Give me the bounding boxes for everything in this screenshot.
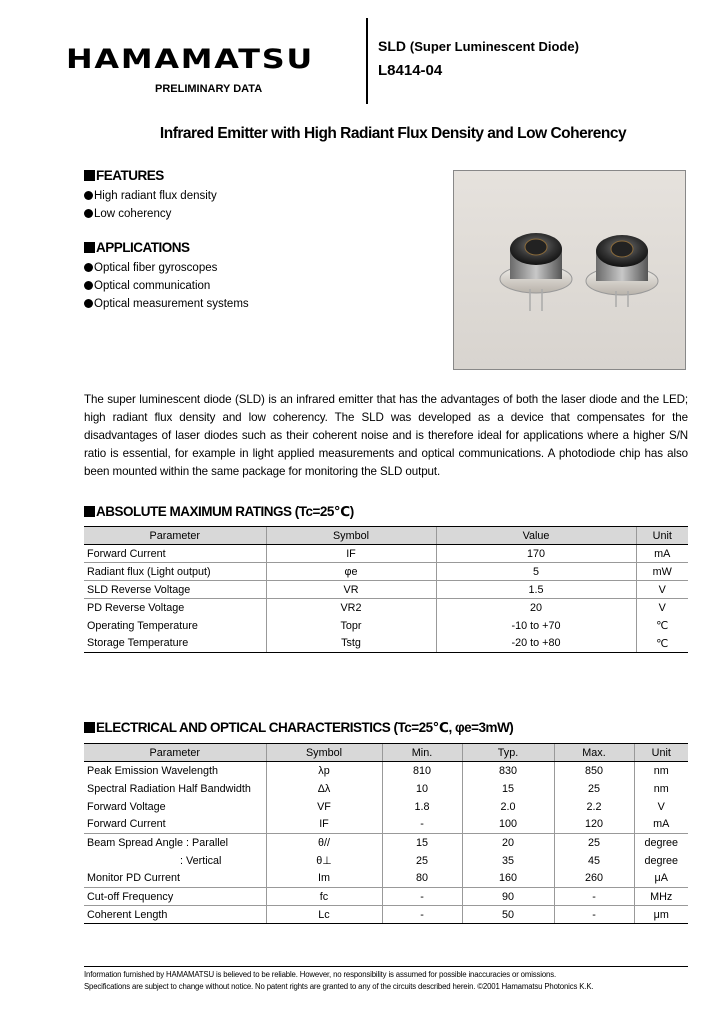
table-cell: μm xyxy=(634,906,688,924)
table-row xyxy=(84,545,688,563)
table-cell: 100 xyxy=(462,816,554,834)
table-cell: 810 xyxy=(382,762,462,780)
col-header: Typ. xyxy=(462,744,554,762)
description-paragraph: The super luminescent diode (SLD) is an infrared emitter that has the advantages of both the laser diode and the LED; high radiant flux density and low coherency. The SLD was developed as a device that compensates for the disadvantages of laser diodes such as their coherent noise and is therefore ideal for applications where a higher S/N ratio is essential, for example in light applied measurements and optical communications. A photodiode chip has also been mounted within the same package for monitoring the SLD output. xyxy=(84,393,688,478)
table-cell: Forward Voltage xyxy=(87,800,166,813)
table-cell: Operating Temperature xyxy=(87,619,198,632)
footer-divider xyxy=(84,966,688,967)
table-cell: - xyxy=(382,906,462,924)
table-cell: 45 xyxy=(554,852,634,870)
features-heading: FEATURES xyxy=(84,168,164,183)
table-header-row xyxy=(84,527,688,545)
table-cell: 830 xyxy=(462,762,554,780)
product-photo xyxy=(453,170,686,370)
abs-max-heading: ABSOLUTE MAXIMUM RATINGS (Tc=25℃) xyxy=(84,504,354,520)
table-cell: 850 xyxy=(554,762,634,780)
table-row xyxy=(84,852,688,870)
table-cell: 25 xyxy=(554,834,634,852)
table-row xyxy=(84,599,688,617)
square-bullet-icon xyxy=(84,506,95,517)
table-cell: 50 xyxy=(462,906,554,924)
table-header-row xyxy=(84,744,688,762)
table-cell: MHz xyxy=(634,888,688,906)
table-cell: 80 xyxy=(382,870,462,888)
product-full: (Super Luminescent Diode) xyxy=(409,39,579,54)
table-cell: 1.5 xyxy=(436,581,636,599)
table-row xyxy=(84,798,688,816)
table-row xyxy=(84,780,688,798)
table-cell: Spectral Radiation Half Bandwidth xyxy=(87,782,251,795)
col-header: Unit xyxy=(634,744,688,762)
table-cell: 2.0 xyxy=(462,798,554,816)
sld-package-illustration xyxy=(454,171,686,370)
table-cell: Monitor PD Current xyxy=(84,870,266,888)
table-cell: : Vertical xyxy=(180,854,222,867)
diode-right xyxy=(586,235,658,307)
table-cell: θ⊥ xyxy=(266,852,382,870)
col-header: Unit xyxy=(636,527,688,545)
table-cell: mA xyxy=(636,545,688,563)
table-cell: - xyxy=(382,816,462,834)
table-row xyxy=(84,870,688,888)
table-cell: nm xyxy=(634,780,688,798)
table-cell: Storage Temperature xyxy=(84,635,266,653)
table-cell: λp xyxy=(266,762,382,780)
table-cell: IF xyxy=(266,545,436,563)
table-cell: 90 xyxy=(462,888,554,906)
table-cell: Radiant flux (Light output) xyxy=(84,563,266,581)
table-cell: θ// xyxy=(266,834,382,852)
product-type xyxy=(378,38,579,54)
table-cell: - xyxy=(554,906,634,924)
table-cell: PD Reverse Voltage xyxy=(87,601,185,614)
footer-disclaimer: Information furnished by HAMAMATSU is believed to be reliable. However, no responsibility is assumed for possible inaccuracies or omissions. xyxy=(84,970,557,979)
list-item: Optical fiber gyroscopes xyxy=(84,259,249,277)
table-cell: mA xyxy=(634,816,688,834)
product-short: SLD xyxy=(378,38,406,54)
table-cell: V xyxy=(636,581,688,599)
table-cell: 2.2 xyxy=(554,798,634,816)
table-cell: 20 xyxy=(436,599,636,617)
table-row xyxy=(84,762,688,780)
bullet-icon xyxy=(84,263,93,272)
bullet-icon xyxy=(84,299,93,308)
table-cell: -20 to +80 xyxy=(436,635,636,653)
table-cell: VR xyxy=(266,581,436,599)
table-cell: degree xyxy=(634,852,688,870)
table-row xyxy=(84,888,688,906)
col-header: Parameter xyxy=(84,744,266,762)
table-row xyxy=(84,617,688,635)
table-cell: mW xyxy=(636,563,688,581)
elec-heading: ELECTRICAL AND OPTICAL CHARACTERISTICS (Tc=25℃, φe=3mW) xyxy=(84,720,513,736)
table-cell: 260 xyxy=(554,870,634,888)
header-divider xyxy=(366,18,368,104)
table-cell: Forward Current xyxy=(84,545,266,563)
table-cell: Im xyxy=(266,870,382,888)
square-bullet-icon xyxy=(84,722,95,733)
col-header: Value xyxy=(436,527,636,545)
table-cell: φe xyxy=(266,563,436,581)
table-cell: 1.8 xyxy=(382,798,462,816)
bullet-icon xyxy=(84,281,93,290)
table-cell: Beam Spread Angle : Parallel xyxy=(87,836,229,849)
table-cell: 120 xyxy=(554,816,634,834)
list-item: Low coherency xyxy=(84,205,217,223)
table-cell: -10 to +70 xyxy=(436,617,636,635)
table-row xyxy=(84,635,688,653)
bullet-icon xyxy=(84,191,93,200)
table-cell: Tstg xyxy=(266,635,436,653)
table-cell: 5 xyxy=(436,563,636,581)
table-cell: Forward Current xyxy=(84,816,266,834)
table-cell: Peak Emission Wavelength xyxy=(87,764,219,777)
features-list xyxy=(84,187,217,223)
table-row xyxy=(84,906,688,924)
table-row xyxy=(84,816,688,834)
table-cell: 20 xyxy=(462,834,554,852)
table-cell: - xyxy=(382,888,462,906)
table-cell: μA xyxy=(634,870,688,888)
table-cell: 25 xyxy=(382,852,462,870)
preliminary-label: PRELIMINARY DATA xyxy=(155,83,263,95)
applications-heading: APPLICATIONS xyxy=(84,240,190,255)
table-cell: fc xyxy=(266,888,382,906)
col-header: Symbol xyxy=(266,527,436,545)
col-header: Symbol xyxy=(266,744,382,762)
list-item: Optical measurement systems xyxy=(84,295,249,313)
list-item: High radiant flux density xyxy=(84,187,217,205)
table-cell: nm xyxy=(634,762,688,780)
table-cell: Cut-off Frequency xyxy=(84,888,266,906)
table-row xyxy=(84,581,688,599)
table-cell: V xyxy=(634,798,688,816)
table-cell: Topr xyxy=(266,617,436,635)
table-cell: ℃ xyxy=(636,635,688,653)
table-cell: Δλ xyxy=(266,780,382,798)
table-cell: degree xyxy=(634,834,688,852)
table-cell: ℃ xyxy=(636,617,688,635)
abs-max-table xyxy=(84,526,688,653)
col-header: Max. xyxy=(554,744,634,762)
bullet-icon xyxy=(84,209,93,218)
table-cell: VR2 xyxy=(266,599,436,617)
table-cell: 170 xyxy=(436,545,636,563)
applications-list xyxy=(84,259,249,313)
table-row xyxy=(84,834,688,852)
col-header: Parameter xyxy=(84,527,266,545)
table-cell: 35 xyxy=(462,852,554,870)
table-cell: 25 xyxy=(554,780,634,798)
diode-left xyxy=(500,233,572,311)
table-cell: 15 xyxy=(462,780,554,798)
elec-table xyxy=(84,743,688,924)
page-title: Infrared Emitter with High Radiant Flux Density and Low Coherency xyxy=(159,125,627,142)
footer xyxy=(84,969,593,993)
table-cell: 15 xyxy=(382,834,462,852)
table-cell: SLD Reverse Voltage xyxy=(84,581,266,599)
table-cell: Lc xyxy=(266,906,382,924)
table-cell: V xyxy=(636,599,688,617)
square-bullet-icon xyxy=(84,242,95,253)
square-bullet-icon xyxy=(84,170,95,181)
model-number: L8414-04 xyxy=(378,62,443,79)
footer-copyright: Specifications are subject to change without notice. No patent rights are granted to any of the circuits described herein. ©2001 Hamamatsu Photonics K.K. xyxy=(84,982,594,991)
table-row xyxy=(84,563,688,581)
list-item: Optical communication xyxy=(84,277,249,295)
table-cell: 10 xyxy=(382,780,462,798)
table-cell: VF xyxy=(266,798,382,816)
col-header: Min. xyxy=(382,744,462,762)
table-cell: Coherent Length xyxy=(84,906,266,924)
table-cell: - xyxy=(554,888,634,906)
hamamatsu-logo: HAMAMATSU xyxy=(66,44,315,75)
table-cell: IF xyxy=(266,816,382,834)
table-cell: 160 xyxy=(462,870,554,888)
